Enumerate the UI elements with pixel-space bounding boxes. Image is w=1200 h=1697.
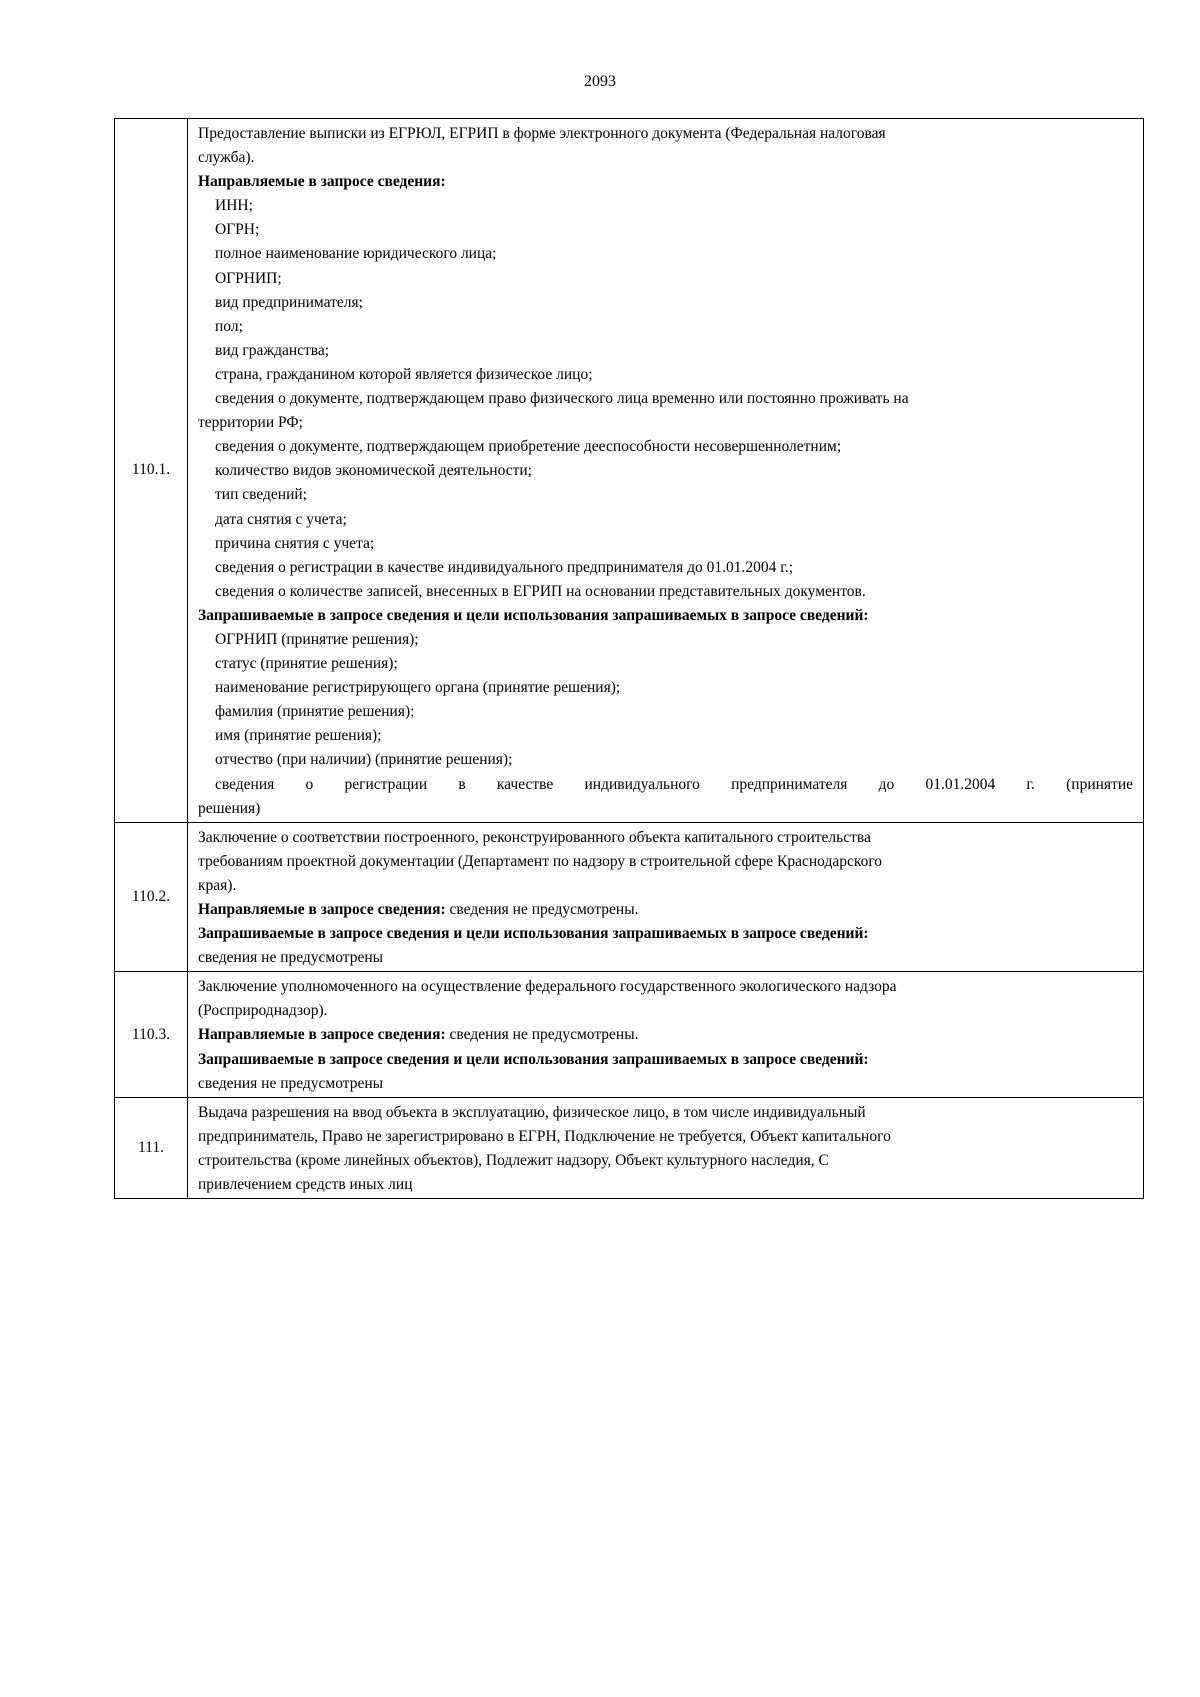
content-line [198, 1023, 1133, 1047]
content-line: имя (принятие решения); [215, 727, 382, 745]
content-line: дата снятия с учета; [215, 510, 347, 528]
content-line [198, 898, 1133, 922]
content-line: сведения о документе, подтверждающем право физического лица временно или постоянно проживать на [215, 390, 909, 408]
line-text: сведения не предусмотрены. [445, 901, 639, 918]
content-line: сведения о регистрации в качестве индивидуального предпринимателя до 01.01.2004 г. (принятие [215, 775, 1133, 793]
content-line: Выдача разрешения на ввод объекта в эксплуатацию, физическое лицо, в том числе индивидуальный [198, 1103, 866, 1121]
content-line: территории РФ; [198, 414, 303, 432]
table-row [115, 119, 1144, 823]
content-line: сведения о документе, подтверждающем приобретение дееспособности несовершеннолетним; [215, 438, 842, 456]
content-line: решения) [198, 799, 261, 817]
content-line: края). [198, 876, 237, 894]
content-line: пол; [215, 317, 243, 335]
row-number: 110.1. [115, 119, 188, 823]
row-number: 110.2. [115, 822, 188, 972]
row-content [188, 119, 1144, 823]
content-line: статус (принятие решения); [215, 655, 398, 673]
content-line: фамилия (принятие решения); [215, 703, 415, 721]
row-content [188, 1097, 1144, 1198]
content-line: ОГРНИП (принятие решения); [215, 630, 419, 648]
content-line: количество видов экономической деятельности; [215, 462, 532, 480]
content-line: вид предпринимателя; [215, 293, 363, 311]
content-line: строительства (кроме линейных объектов), Подлежит надзору, Объект культурного наследия, С [198, 1151, 829, 1169]
content-line: страна, гражданином которой является физическое лицо; [215, 365, 593, 383]
content-line: отчество (при наличии) (принятие решения); [215, 751, 513, 769]
row-number: 110.3. [115, 972, 188, 1097]
content-line: ОГРНИП; [215, 269, 282, 287]
content-line: сведения не предусмотрены [198, 949, 384, 967]
content-line: ИНН; [215, 197, 253, 215]
content-line: вид гражданства; [215, 341, 330, 359]
line-label: Направляемые в запросе сведения: [198, 1026, 446, 1044]
content-line: сведения не предусмотрены [198, 1074, 384, 1092]
content-line: наименование регистрирующего органа (принятие решения); [215, 679, 621, 697]
content-line: Заключение уполномоченного на осуществление федерального государственного экологического надзора [198, 978, 897, 996]
content-line: Запрашиваемые в запросе сведения и цели использования запрашиваемых в запросе сведений: [198, 606, 869, 624]
table-body [115, 119, 1144, 1199]
content-line: Запрашиваемые в запросе сведения и цели использования запрашиваемых в запросе сведений: [198, 1050, 869, 1068]
content-line: тип сведений; [215, 486, 307, 504]
row-content [188, 972, 1144, 1097]
content-line: Предоставление выписки из ЕГРЮЛ, ЕГРИП в форме электронного документа (Федеральная налоговая [198, 125, 886, 142]
content-line: требованиям проектной документации (Департамент по надзору в строительной сфере Краснодарского [198, 852, 883, 870]
page-number: 2093 [584, 73, 616, 90]
content-line: сведения о количестве записей, внесенных в ЕГРИП на основании представительных документов. [215, 582, 866, 600]
content-line: Запрашиваемые в запросе сведения и цели использования запрашиваемых в запросе сведений: [198, 925, 869, 943]
table-row [115, 822, 1144, 972]
line-label: Направляемые в запросе сведения: [198, 901, 446, 918]
line-text: сведения не предусмотрены. [445, 1026, 639, 1044]
table-row [115, 972, 1144, 1097]
content-line: полное наименование юридического лица; [215, 245, 497, 263]
content-line: служба). [198, 149, 255, 167]
content-line: ОГРН; [215, 221, 260, 239]
content-line: причина снятия с учета; [215, 534, 375, 552]
content-line: (Росприроднадзор). [198, 1002, 328, 1020]
row-content [188, 822, 1144, 972]
row-number: 111. [115, 1097, 188, 1198]
content-line: сведения о регистрации в качестве индивидуального предпринимателя до 01.01.2004 г.; [215, 558, 794, 576]
content-line: Заключение о соответствии построенного, реконструированного объекта капитального строительства [198, 828, 871, 846]
content-line: привлечением средств иных лиц [198, 1176, 413, 1194]
content-line: Направляемые в запросе сведения: [198, 173, 446, 191]
services-table [114, 118, 1144, 1199]
table-row [115, 1097, 1144, 1198]
content-line: предприниматель, Право не зарегистрировано в ЕГРН, Подключение не требуется, Объект капитального [198, 1127, 891, 1145]
